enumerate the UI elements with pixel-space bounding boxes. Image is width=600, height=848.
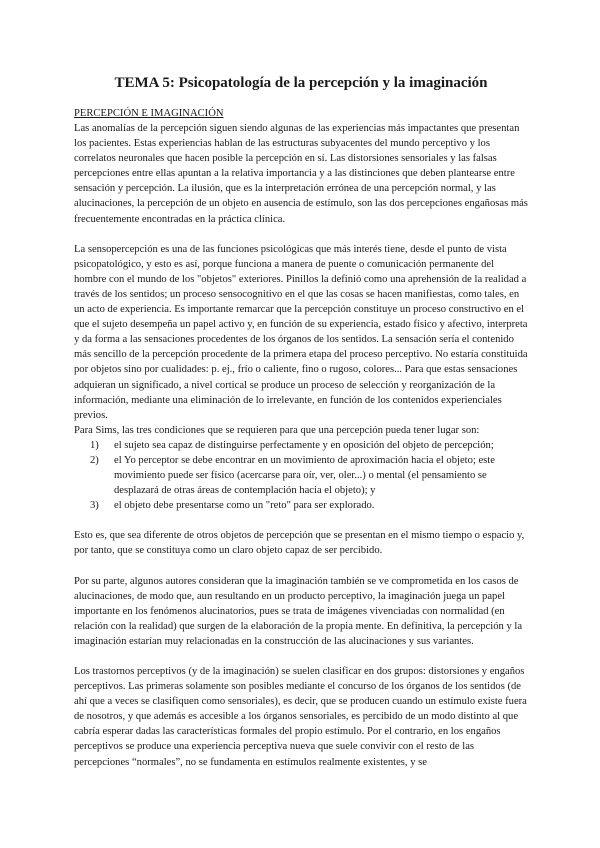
paragraph-sensopercepcion: La sensopercepción es una de las funciones psicológicas que más interés tiene, desde el punto de vista psicopatológico, y esto es así, porque funciona a manera de puente o comunicación permanente del hombre con el mundo de los "objetos" exteriores. Pinillos la definió como una aprehensión de la realidad a través de los sentidos; un proceso sensocognitivo en el que las cosas se hacen manifiestas, como tales, en un acto de experiencia. Es importante remarcar que la percepción constituye un proceso constructivo en el que el sujeto desempeña un papel activo y, en función de su experiencia, estado físico y afectivo, interpreta y da forma a las sensaciones procedentes de los órganos de los sentidos. La sensación sería el contenido más sencillo de la percepción procedente de la primera etapa del proceso perceptivo. No estaría constituida por objetos sino por cualidades: p. ej., frío o caliente, fino o rugoso, colores... Para que estas sensaciones adquieran un significado, a nivel cortical se produce un proceso de selección y reorganización de la información, mediante una eliminación de lo irrelevante, en función de los contenidos experienciales previos.: [74, 243, 528, 421]
conditions-list: [74, 438, 528, 513]
paragraph-diferenciacion: Esto es, que sea diferente de otros objetos de percepción que se presentan en el mismo tiempo o espacio y, por tanto, que se constituya como un claro objeto capaz de ser percibido.: [74, 530, 525, 557]
list-item: [74, 453, 528, 498]
list-item-text: el sujeto sea capaz de distinguirse perfectamente y en oposición del objeto de percepción;: [114, 439, 494, 451]
list-item-text: el objeto debe presentarse como un "reto" para ser explorado.: [114, 500, 375, 512]
paragraph-intro: Las anomalías de la percepción siguen siendo algunas de las experiencias más impactantes que presentan los pacientes. Estas experiencias hablan de las estructuras subyacentes del mundo perceptivo y los correlatos neuronales que hacen posible la percepción en sí. Las distorsiones sensoriales y las falsas percepciones entre ellas apuntan a la relativa importancia y a las distinciones que deben plantearse entre sensación y percepción. La ilusión, que es la interpretación errónea de una percepción normal, y las alucinaciones, la percepción de un objeto en ausencia de estímulo, son las dos percepciones engañosas más frecuentemente encontradas en la práctica clínica.: [74, 123, 528, 225]
paragraph-imaginacion: Por su parte, algunos autores consideran que la imaginación también se ve comprometida en los casos de alucinaciones, de modo que, aun resultando en un producto perceptivo, la imaginación juega un papel importante en los fenómenos alucinatorios, pues se trata de imágenes vivenciadas con normalidad (en relación con la realidad) que surgen de la elaboración de la propia mente. En definitiva, la percepción y la imaginación estarían muy relacionadas en la construcción de las alucinaciones y sus variantes.: [74, 575, 523, 647]
list-item-number: 2): [90, 454, 99, 466]
list-item-text: el Yo perceptor se debe encontrar en un movimiento de aproximación hacia el objeto; este movimiento puede ser físico (acercarse para oír, ver, oler...) o mental (el pensamiento se desplazará de otras áreas de contemplación hacia el objeto); y: [114, 454, 495, 497]
list-item-number: 1): [90, 439, 99, 451]
paragraph-gap: [74, 513, 528, 528]
paragraph-sims-conditions: Para Sims, las tres condiciones que se requieren para que una percepción pueda tener lugar son:: [74, 424, 480, 436]
paragraph-gap: [74, 649, 528, 664]
list-item-number: 3): [90, 500, 99, 512]
page-title: TEMA 5: Psicopatología de la percepción y la imaginación: [114, 75, 488, 91]
section-heading: PERCEPCIÓN E IMAGINACIÓN: [74, 108, 224, 119]
paragraph-gap: [74, 559, 528, 574]
paragraph-trastornos: Los trastornos perceptivos (y de la imaginación) se suelen clasificar en dos grupos: distorsiones y engaños perceptivos. Las primeras solamente son posibles mediante el concurso de los órganos de los sentidos (de ahí que a veces se clasifiquen como sensoriales), es decir, que se producen cuando un estímulo existe fuera de nosotros, y que además es accesible a los órganos sensoriales, es percibido de un modo distinto al que cabría esperar dadas las características formales del propio estímulo. Por el contrario, en los engaños perceptivos se produce una experiencia perceptiva nueva que suele convivir con el resto de las percepciones “normales”, no se fundamenta en estímulos realmente existentes, y se: [74, 666, 527, 768]
list-item: [74, 438, 528, 453]
list-item: [74, 498, 528, 513]
paragraph-gap: [74, 227, 528, 242]
